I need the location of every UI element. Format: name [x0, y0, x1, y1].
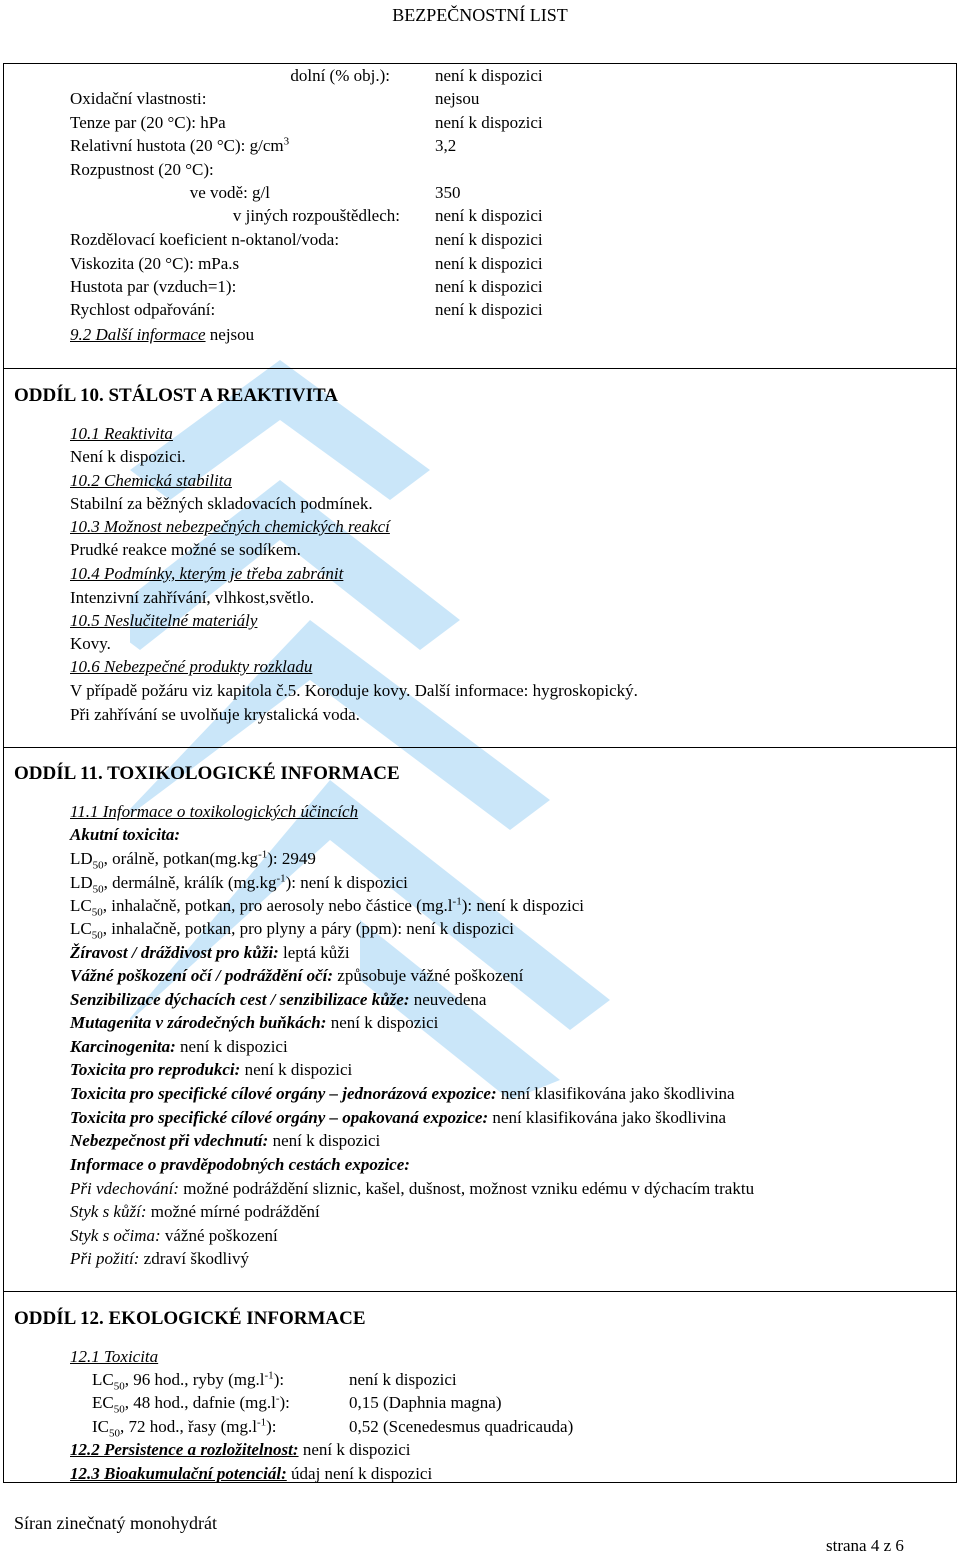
exposure-route: Při vdechování: možné podráždění sliznic, kašel, dušnost, možnost vzniku edému v dýchacím traktu [70, 1179, 755, 1198]
subsection-text: V případě požáru viz kapitola č.5. Koroduje kovy. Další informace: hygroskopický. [70, 681, 638, 700]
section-divider [3, 747, 957, 748]
property-label: Oxidační vlastnosti: [70, 89, 207, 108]
property-value: není k dispozici [435, 277, 543, 296]
bioaccumulation-line: 12.3 Bioakumulační potenciál: údaj není k dispozici [70, 1464, 433, 1483]
persistence-line: 12.2 Persistence a rozložitelnost: není k dispozici [70, 1440, 411, 1459]
toxicity-item: Mutagenita v zárodečných buňkách: není k dispozici [70, 1013, 439, 1032]
property-label: Rozpustnost (20 °C): [70, 160, 214, 179]
property-value: není k dispozici [435, 66, 543, 85]
subsection-text: Při zahřívání se uvolňuje krystalická voda. [70, 705, 360, 724]
footer-product-name: Síran zinečnatý monohydrát [14, 1513, 217, 1533]
property-label: Viskozita (20 °C): mPa.s [70, 254, 240, 273]
subsection-text: Kovy. [70, 634, 111, 653]
property-label: Tenze par (20 °C): hPa [70, 113, 226, 132]
toxicity-item: Toxicita pro specifické cílové orgány – opakovaná expozice: není klasifikována jako škodlivina [70, 1108, 727, 1127]
section-12-title: ODDÍL 12. EKOLOGICKÉ INFORMACE [14, 1308, 366, 1329]
property-value: není k dispozici [435, 206, 543, 225]
property-value: nejsou [435, 89, 480, 108]
subsection-text: Prudké reakce možné se sodíkem. [70, 540, 301, 559]
ecotox-label: $IC_{50}$, 72 hod., řasy $(mg.l^{-1})$: [92, 1416, 277, 1440]
subsection-heading: 9.2 Další informace [70, 325, 206, 344]
toxicity-line: $LC_{50}$, inhalačně, potkan, pro aerosoly nebo částice $(mg.l^{-1})$: není k dispozici [70, 895, 584, 919]
subsection-text: Není k dispozici. [70, 447, 186, 466]
ecotox-label: $LC_{50}$, 96 hod., ryby $(mg.l^{-1})$: [92, 1369, 285, 1393]
property-label: v jiných rozpouštědlech: [232, 206, 400, 225]
document-header-title: BEZPEČNOSTNÍ LIST [392, 5, 568, 25]
toxicity-item: Toxicita pro specifické cílové orgány – jednorázová expozice: není klasifikována jako škodlivina [70, 1084, 735, 1103]
toxicity-item: Vážné poškození očí / podráždění očí: způsobuje vážné poškození [70, 966, 524, 985]
property-value: není k dispozici [435, 113, 543, 132]
ecotox-value: 0,52 (Scenedesmus quadricauda) [349, 1417, 574, 1436]
property-label: ve vodě: g/l [189, 183, 270, 202]
subsection-heading: 10.4 Podmínky, kterým je třeba zabránit [70, 564, 344, 583]
toxicity-item: Nebezpečnost při vdechnutí: není k dispozici [70, 1131, 381, 1150]
toxicity-line: $LC_{50}$, inhalačně, potkan, pro plyny a páry (ppm): není k dispozici [70, 919, 514, 942]
property-value: není k dispozici [435, 254, 543, 273]
exposure-route: Styk s očima: vážné poškození [70, 1226, 278, 1245]
property-label: Hustota par (vzduch=1): [70, 277, 237, 296]
exposure-route: Styk s kůží: možné mírné podráždění [70, 1202, 320, 1221]
ecotox-value: 0,15 (Daphnia magna) [349, 1393, 502, 1412]
subsection-heading: 10.2 Chemická stabilita [70, 471, 232, 490]
toxicity-item: Senzibilizace dýchacích cest / senzibilizace kůže: neuvedena [70, 990, 487, 1009]
subsection-text: Intenzivní zahřívání, vlhkost,světlo. [70, 588, 315, 607]
property-label: dolní (% obj.): [290, 66, 390, 85]
section-divider [3, 368, 957, 369]
property-value: není k dispozici [435, 230, 543, 249]
footer-page-number: strana 4 z 6 [826, 1536, 904, 1555]
subsection-heading: 10.5 Neslučitelné materiály [70, 611, 258, 630]
property-label: Relativní hustota (20 °C): $g/cm^3$ [70, 135, 290, 155]
section-11-title: ODDÍL 11. TOXIKOLOGICKÉ INFORMACE [14, 763, 400, 784]
toxicity-item: Žíravost / dráždivost pro kůži: leptá kůži [70, 943, 350, 962]
other-info-line: 9.2 Další informace nejsou [70, 325, 255, 344]
subsection-heading: 10.3 Možnost nebezpečných chemických reakcí [70, 517, 390, 536]
toxicity-line: $LD_{50}$, dermálně, králík $(mg.kg^{-1})$: není k dispozici [70, 872, 408, 896]
toxicity-line: $LD_{50}$, orálně, $potkan(mg.kg^{-1})$: 2949 [70, 848, 316, 872]
toxicity-item: Toxicita pro reprodukci: není k dispozici [70, 1060, 353, 1079]
toxicity-item: Karcinogenita: není k dispozici [70, 1037, 288, 1056]
subsection-text: Stabilní za běžných skladovacích podmínek. [70, 494, 373, 513]
section-10-title: ODDÍL 10. STÁLOST A REAKTIVITA [14, 385, 338, 406]
property-value: není k dispozici [435, 300, 543, 319]
exposure-route: Při požití: zdraví škodlivý [70, 1249, 249, 1268]
property-label: Rychlost odpařování: [70, 300, 216, 319]
ecotox-value: není k dispozici [349, 1370, 457, 1389]
acute-toxicity-label: Akutní toxicita: [70, 825, 181, 844]
property-value: 350 [435, 183, 461, 202]
property-value: 3,2 [435, 136, 457, 155]
property-label: Rozdělovací koeficient n-oktanol/voda: [70, 230, 340, 249]
ecotox-label: $EC_{50}$, 48 hod., dafnie (mg.l-): [92, 1392, 290, 1416]
section-divider [3, 1291, 957, 1292]
subsection-heading: 12.1 Toxicita [70, 1347, 159, 1366]
subsection-heading: 10.1 Reaktivita [70, 424, 173, 443]
subsection-heading: 11.1 Informace o toxikologických účincích [70, 802, 359, 821]
toxicity-item: Informace o pravděpodobných cestách expozice: [70, 1155, 410, 1174]
subsection-heading: 10.6 Nebezpečné produkty rozkladu [70, 657, 313, 676]
